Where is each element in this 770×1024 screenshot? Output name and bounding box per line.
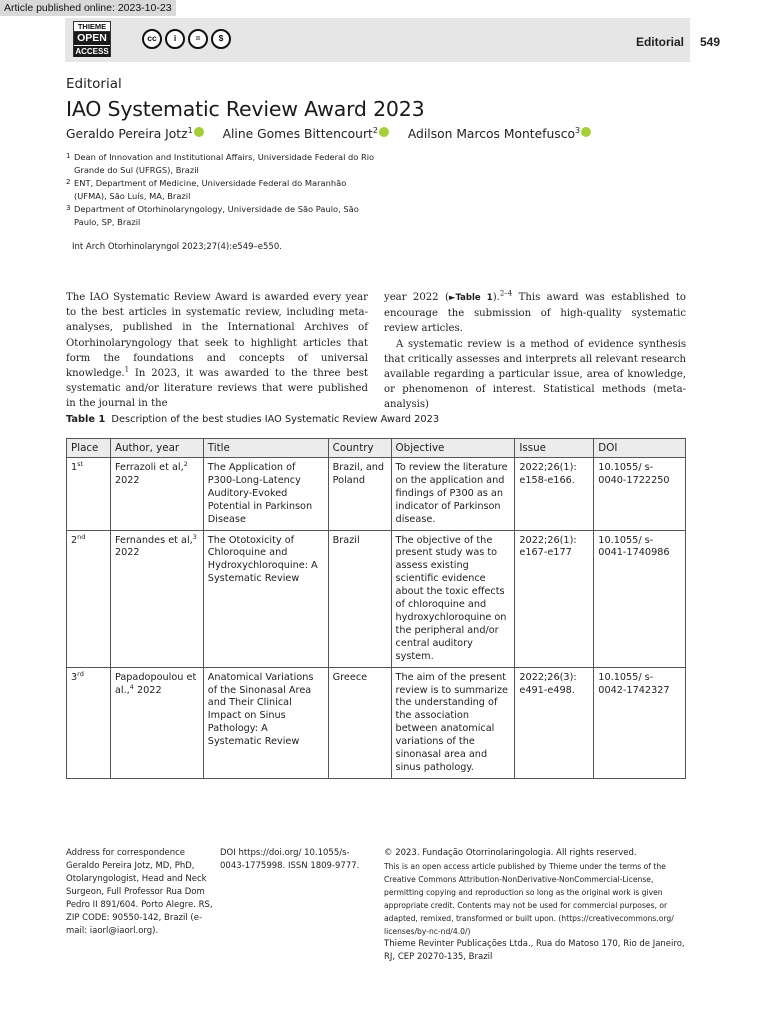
reference-link[interactable]: 2–4 [499,289,513,298]
doi-cell: 10.1055/ s-0040-1722250 [594,458,686,531]
title-cell: The Application of P300-Long-Latency Auditory-Evoked Potential in Parkinson Disease [203,458,328,531]
body-column-right [384,290,686,413]
correspondence-address [66,847,216,938]
affiliation-2: 2 ENT, Department of Medicine, Universidade Federal do Maranhão (UFMA), São Luís, MA, Brazil [66,178,347,201]
column-header: Title [203,439,328,458]
reference-link[interactable]: 3 [192,532,197,541]
logo-line-3: ACCESS [75,47,109,56]
doi-cell: 10.1055/ s-0041-1740986 [594,530,686,667]
table-caption-label: Table 1 [66,414,106,425]
reference-link[interactable]: 2 [183,459,188,468]
objective-cell: The objective of the present study was to assess existing scientific evidence about the toxic effects of chloroquine and hydroxychloroquine on the peripheral and/or central auditory system. [391,530,515,667]
running-section: Editorial [635,35,684,49]
country-cell: Greece [328,667,391,778]
address-text: Geraldo Pereira Jotz, MD, PhD, Otolaryngologist, Head and Neck Surgeon, Full Professor Rua Dom Pedro II 891/604. Porto Alegre. RS, ZIP CODE: 90550-142, Brazil (e-mail: iaorl@iaorl.org). [66,861,213,936]
address-label: Address for correspondence [66,848,186,858]
page-number: 549 [699,35,720,49]
reference-link[interactable]: 4 [129,682,134,691]
table-header-row [67,439,686,458]
place-cell: 1st [67,458,111,531]
column-header: Objective [391,439,515,458]
copyright-block [384,847,689,964]
logo-line-2: OPEN [74,32,110,45]
column-header: Country [328,439,391,458]
no-derivatives-icon: = [188,29,208,49]
objective-cell: To review the literature on the application and findings of P300 as an indicator of Parkinson disease. [391,458,515,531]
author-cell: Ferrazoli et al,$^2$ 2022 [110,458,203,531]
publisher-address: Thieme Revinter Publicações Ltda., Rua do Matoso 170, Rio de Janeiro, RJ, CEP 20270-135, Brazil [384,939,685,962]
copyright-line: © 2023. Fundação Otorrinolaringologia. All rights reserved. [384,848,637,858]
country-cell: Brazil [328,530,391,667]
issue-cell: 2022;26(1): e167-e177 [515,530,594,667]
thieme-open-access-logo [73,21,111,57]
table-row [67,530,686,667]
table-reference-link[interactable]: ►Table 1 [448,293,493,303]
creative-commons-icon: cc [142,29,162,49]
doi-cell: 10.1055/ s-0042-1742327 [594,667,686,778]
country-cell: Brazil, and Poland [328,458,391,531]
title-cell: Anatomical Variations of the Sinonasal Area and Their Clinical Impact on Sinus Pathology: A Systematic Review [203,667,328,778]
table-row [67,458,686,531]
affiliation-1: 1 Dean of Innovation and Institutional Affairs, Universidade Federal do Rio Grande do Sul (UFRGS), Brazil [66,152,375,175]
non-commercial-icon: $ [211,29,231,49]
author-1: Geraldo Pereira Jotz$^1$ [66,127,204,141]
affiliations [66,151,376,229]
body-paragraph: year 2022 (►Table 1).$^{2-4}$ This award was established to encourage the submission of high-quality systematic review articles. [384,289,686,335]
title-cell: The Ototoxicity of Chloroquine and Hydroxychloroquine: A Systematic Review [203,530,328,667]
column-header: Author, year [110,439,203,458]
column-header: DOI [594,439,686,458]
license-text: This is an open access article published by Thieme under the terms of the Creative Commons Attribution-NonDerivative-NonCommercial-License, permitting copying and reproduction so long as the original work is given appropriate credit. Contents may not be used for commercial purposes, or adapted, remixed, transformed or built upon. (https://creativecommons.org/ licenses/by-nc-nd/4.0/) [384,862,674,936]
author-2: Aline Gomes Bittencourt$^2$ [223,127,389,141]
column-header: Place [67,439,111,458]
issue-cell: 2022;26(3): e491-e498. [515,667,594,778]
issue-cell: 2022;26(1): e158-e166. [515,458,594,531]
place-cell: 2nd [67,530,111,667]
article-title: IAO Systematic Review Award 2023 [66,97,425,121]
body-column-left [66,290,368,412]
table-row [67,667,686,778]
orcid-icon[interactable] [581,127,591,137]
published-date-banner: Article published online: 2023-10-23 [0,0,176,16]
author-cell: Fernandes et al,$^3$ 2022 [110,530,203,667]
author-list [66,126,606,141]
article-section-label: Editorial [66,76,122,92]
orcid-icon[interactable] [194,127,204,137]
objective-cell: The aim of the present review is to summarize the understanding of the association between anatomical variations of the sinonasal area and sinus pathology. [391,667,515,778]
body-paragraph: The IAO Systematic Review Award is awarded every year to the best articles in systematic review, including meta-analyses, published in the International Archives of Otorhinolaryngology that seek to highlight articles that form the foundations and concepts of universal knowledge.$^1$ In 2023, it was awarded to the three best systematic and/or literature reviews that were published in the journal in the [66,292,368,410]
column-header: Issue [515,439,594,458]
running-header [636,35,720,49]
awards-table [66,438,686,779]
reference-link[interactable]: 1 [124,365,130,374]
attribution-icon: i [165,29,185,49]
doi-issn: DOI https://doi.org/ 10.1055/s-0043-1775998. ISSN 1809-9777. [220,848,360,871]
affiliation-3: 3 Department of Otorhinolaryngology, Universidade de São Paulo, São Paulo, SP, Brazil [66,204,359,227]
journal-citation: Int Arch Otorhinolaryngol 2023;27(4):e549–e550. [72,242,282,252]
place-cell: 3rd [67,667,111,778]
table-caption: Table 1 Description of the best studies IAO Systematic Review Award 2023 [66,414,440,425]
body-paragraph: A systematic review is a method of evidence synthesis that critically assesses and interprets all relevant research available regarding a particular issue, area of knowledge, or phenomenon of interest. Statistical methods (meta-analysis) [384,338,686,411]
logo-line-1: THIEME [74,22,110,32]
license-icons [142,29,231,49]
orcid-icon[interactable] [379,127,389,137]
author-3: Adilson Marcos Montefusco$^3$ [408,127,591,141]
author-cell: Papadopoulou et al.,$^4$ 2022 [110,667,203,778]
